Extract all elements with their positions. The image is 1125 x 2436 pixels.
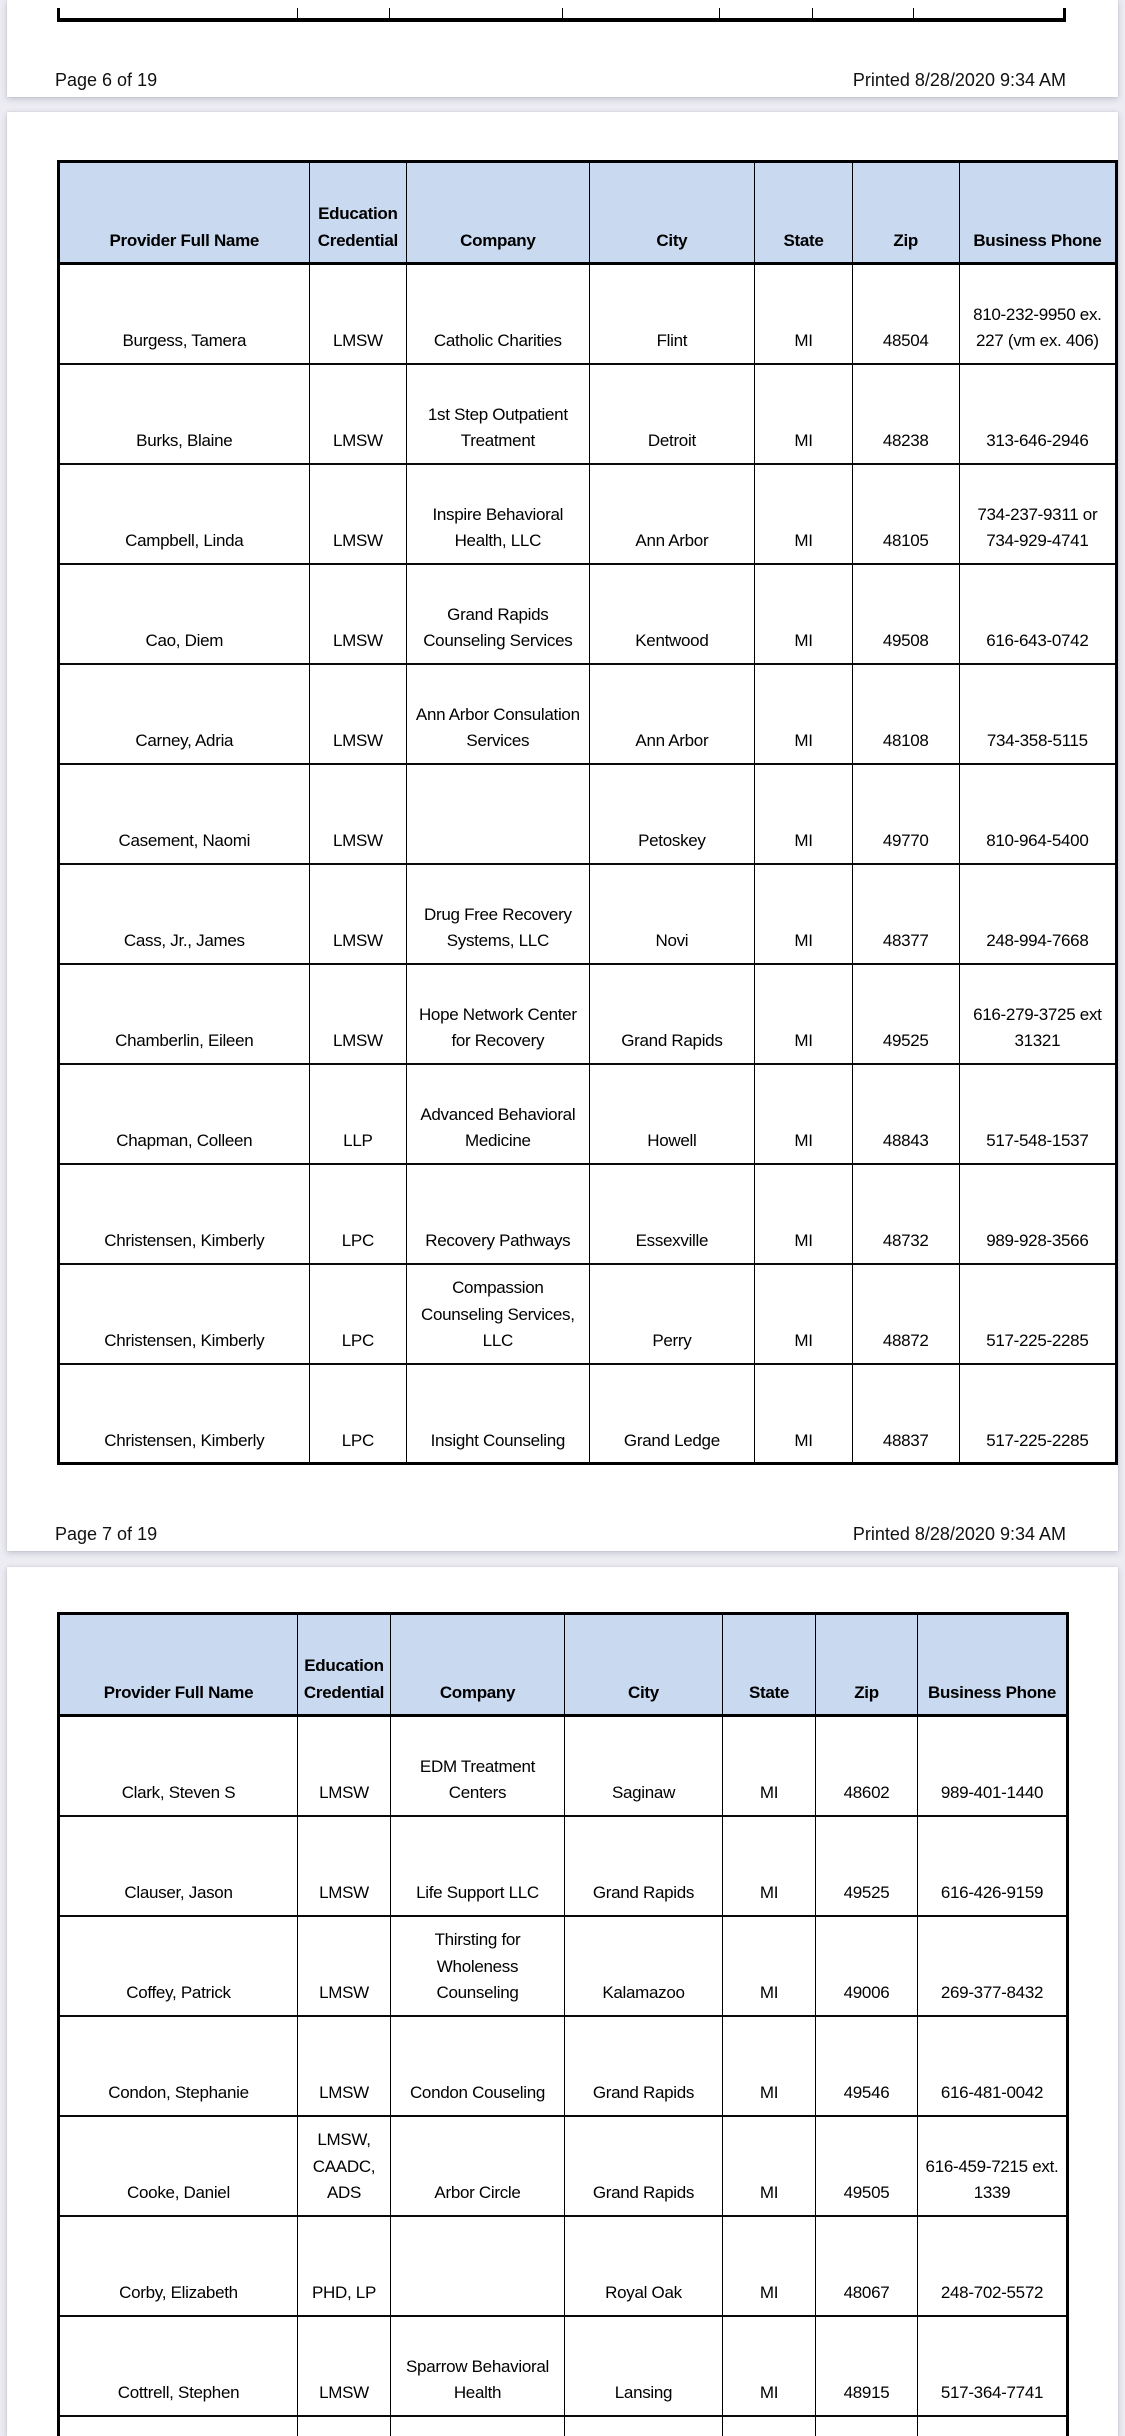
table-cell: Catholic Charities: [407, 264, 589, 364]
table-cell: LPC: [309, 1364, 407, 1464]
table-cell: Grand Rapids: [565, 1816, 723, 1916]
column-header: State: [723, 1614, 816, 1716]
table-cell: 616-279-3725 ext 31321: [959, 964, 1116, 1064]
table-cell: 313-646-2946: [959, 364, 1116, 464]
table-cell: Recovery Pathways: [407, 1164, 589, 1264]
table-row: [59, 2216, 1068, 2316]
table-cell: Christensen, Kimberly: [59, 1264, 310, 1364]
table-cell: Chamberlin, Eileen: [59, 964, 310, 1064]
table-cell: Sparrow Behavioral Health: [391, 2316, 565, 2416]
table-cell: LMSW: [309, 664, 407, 764]
table-cell: [59, 2416, 298, 2436]
table-cell: Chapman, Colleen: [59, 1064, 310, 1164]
table-cell: Condon Couseling: [391, 2016, 565, 2116]
table-cell: MI: [723, 1916, 816, 2016]
table-cell: Ann Arbor Consulation Services: [407, 664, 589, 764]
table-cell: 517-225-2285: [959, 1264, 1116, 1364]
page-number-label: Page 6 of 19: [55, 70, 158, 90]
table-cell: EDM Treatment Centers: [391, 1716, 565, 1816]
table-cell: LMSW: [298, 1816, 391, 1916]
column-header: City: [565, 1614, 723, 1716]
table-cell: Saginaw: [565, 1716, 723, 1816]
column-header: Zip: [852, 162, 959, 264]
table-cell: MI: [723, 2316, 816, 2416]
table-cell: Coffey, Patrick: [59, 1916, 298, 2016]
column-header: Company: [391, 1614, 565, 1716]
table-row: [59, 1716, 1068, 1816]
table-cell: Corby, Elizabeth: [59, 2216, 298, 2316]
table-cell: MI: [755, 1364, 853, 1464]
table-cell: MI: [723, 2016, 816, 2116]
table-row: [59, 964, 1117, 1064]
table-cell: LMSW: [309, 964, 407, 1064]
table-cell: 49505: [816, 2116, 918, 2216]
table-cell: 49525: [816, 1816, 918, 1916]
table-cell: 49508: [852, 564, 959, 664]
table-cell: Flint: [589, 264, 755, 364]
table-cell: [407, 764, 589, 864]
table-cell: Arbor Circle: [391, 2116, 565, 2216]
table-cell: Casement, Naomi: [59, 764, 310, 864]
table-cell: LLP: [309, 1064, 407, 1164]
table-cell: 49546: [816, 2016, 918, 2116]
table-cell: 810-232-9950 ex. 227 (vm ex. 406): [959, 264, 1116, 364]
column-header: Company: [407, 162, 589, 264]
table-cell: MI: [723, 2216, 816, 2316]
table-row: [59, 2116, 1068, 2216]
table-cell: LMSW: [298, 2016, 391, 2116]
table-cell: 517-364-7741: [918, 2316, 1068, 2416]
pdf-page-7: [7, 112, 1118, 1551]
table-cell: [816, 2416, 918, 2436]
table-cell: [298, 2416, 391, 2436]
column-header: Business Phone: [959, 162, 1116, 264]
table-fragment-cell: [720, 8, 812, 18]
table-cell: 48602: [816, 1716, 918, 1816]
table-cell: LMSW: [309, 764, 407, 864]
table-cell: MI: [755, 864, 853, 964]
table-cell: Clauser, Jason: [59, 1816, 298, 1916]
table-fragment-cell: [914, 8, 1063, 18]
table-cell: Grand Rapids Counseling Services: [407, 564, 589, 664]
table-cell: MI: [723, 1816, 816, 1916]
table-cell: Cao, Diem: [59, 564, 310, 664]
table-cell: [391, 2416, 565, 2436]
table-cell: Burgess, Tamera: [59, 264, 310, 364]
table-header-row: [59, 1614, 1068, 1716]
table-cell: 48067: [816, 2216, 918, 2316]
page-number-label: Page 7 of 19: [55, 1524, 158, 1544]
table-cell: [565, 2416, 723, 2436]
table-row: [59, 264, 1117, 364]
table-row: [59, 764, 1117, 864]
column-header: State: [755, 162, 853, 264]
table-cell: Carney, Adria: [59, 664, 310, 764]
table-cell: Advanced Behavioral Medicine: [407, 1064, 589, 1164]
table-cell: Essexville: [589, 1164, 755, 1264]
column-header: Education Credential: [298, 1614, 391, 1716]
table-cell: LPC: [309, 1164, 407, 1264]
table-cell: LMSW: [298, 2316, 391, 2416]
table-row: [59, 1816, 1068, 1916]
table-cell: Burks, Blaine: [59, 364, 310, 464]
table-cell: MI: [755, 464, 853, 564]
table-cell: 810-964-5400: [959, 764, 1116, 864]
table-fragment-cell: [813, 8, 914, 18]
table-cell: Petoskey: [589, 764, 755, 864]
table-cell: MI: [755, 564, 853, 664]
table-row: [59, 2016, 1068, 2116]
table-cell: 734-358-5115: [959, 664, 1116, 764]
table-cell: Inspire Behavioral Health, LLC: [407, 464, 589, 564]
table-cell: Perry: [589, 1264, 755, 1364]
table-cell: Novi: [589, 864, 755, 964]
table-cell: 48504: [852, 264, 959, 364]
table-cell: 248-702-5572: [918, 2216, 1068, 2316]
table-cell: LMSW, CAADC, ADS: [298, 2116, 391, 2216]
table-row: [59, 664, 1117, 764]
column-header: Zip: [816, 1614, 918, 1716]
table-cell: MI: [755, 764, 853, 864]
table-cell: 734-237-9311 or 734-929-4741: [959, 464, 1116, 564]
table-row: [59, 2316, 1068, 2416]
table-row: [59, 1264, 1117, 1364]
table-cell: Drug Free Recovery Systems, LLC: [407, 864, 589, 964]
table-cell: 48915: [816, 2316, 918, 2416]
table-cell: [391, 2216, 565, 2316]
table-row: [59, 864, 1117, 964]
table-cell: Cottrell, Stephen: [59, 2316, 298, 2416]
table-cell: 517-548-1537: [959, 1064, 1116, 1164]
print-timestamp-label: Printed 8/28/2020 9:34 AM: [852, 1524, 1066, 1544]
page6-table-bottom-fragment: [57, 8, 1066, 22]
table-cell: 48837: [852, 1364, 959, 1464]
table-cell: MI: [755, 664, 853, 764]
table-cell: 49770: [852, 764, 959, 864]
table-cell: Kentwood: [589, 564, 755, 664]
table-cell: 517-225-2285: [959, 1364, 1116, 1464]
table-cell: LMSW: [298, 1916, 391, 2016]
table-cell: 616-426-9159: [918, 1816, 1068, 1916]
table-cell: LPC: [309, 1264, 407, 1364]
table-fragment-cell: [390, 8, 563, 18]
table-row: [59, 364, 1117, 464]
table-cell: 616-481-0042: [918, 2016, 1068, 2116]
table-row: [59, 564, 1117, 664]
table-row: [59, 1064, 1117, 1164]
table-cell: 48872: [852, 1264, 959, 1364]
table-cell: LMSW: [298, 1716, 391, 1816]
table-cell: Insight Counseling: [407, 1364, 589, 1464]
providers-table: [57, 1612, 1069, 2436]
table-cell: 48108: [852, 664, 959, 764]
table-cell: 616-459-7215 ext. 1339: [918, 2116, 1068, 2216]
table-row: [59, 2416, 1068, 2436]
table-cell: LMSW: [309, 864, 407, 964]
table-cell: 269-377-8432: [918, 1916, 1068, 2016]
table-row: [59, 1916, 1068, 2016]
table-cell: MI: [723, 1716, 816, 1816]
table-cell: Clark, Steven S: [59, 1716, 298, 1816]
table-cell: Grand Ledge: [589, 1364, 755, 1464]
providers-table: [57, 160, 1118, 1465]
column-header: City: [589, 162, 755, 264]
table-cell: 48377: [852, 864, 959, 964]
table-cell: Royal Oak: [565, 2216, 723, 2316]
table-cell: Thirsting for Wholeness Counseling: [391, 1916, 565, 2016]
table-cell: MI: [723, 2116, 816, 2216]
table-cell: [918, 2416, 1068, 2436]
page-footer: [7, 70, 1118, 97]
table-cell: Life Support LLC: [391, 1816, 565, 1916]
table-fragment-cell: [298, 8, 390, 18]
table-header-row: [59, 162, 1117, 264]
table-cell: 49525: [852, 964, 959, 1064]
page-footer: [7, 1524, 1118, 1551]
table-fragment-cell: [563, 8, 720, 18]
table-cell: Ann Arbor: [589, 664, 755, 764]
table-cell: LMSW: [309, 464, 407, 564]
column-header: Business Phone: [918, 1614, 1068, 1716]
table-cell: 248-994-7668: [959, 864, 1116, 964]
table-cell: 48843: [852, 1064, 959, 1164]
column-header: Provider Full Name: [59, 1614, 298, 1716]
column-header: Education Credential: [309, 162, 407, 264]
table-cell: MI: [755, 1264, 853, 1364]
table-cell: 616-643-0742: [959, 564, 1116, 664]
table-cell: 48238: [852, 364, 959, 464]
table-cell: Lansing: [565, 2316, 723, 2416]
pdf-page-6: [7, 0, 1118, 97]
table-cell: Grand Rapids: [589, 964, 755, 1064]
table-cell: 49006: [816, 1916, 918, 2016]
print-timestamp-label: Printed 8/28/2020 9:34 AM: [852, 70, 1066, 90]
column-header: Provider Full Name: [59, 162, 310, 264]
table-cell: 48105: [852, 464, 959, 564]
table-cell: LMSW: [309, 364, 407, 464]
table-cell: Christensen, Kimberly: [59, 1364, 310, 1464]
table-cell: 989-928-3566: [959, 1164, 1116, 1264]
table-cell: Cass, Jr., James: [59, 864, 310, 964]
table-cell: MI: [755, 964, 853, 1064]
table-cell: PHD, LP: [298, 2216, 391, 2316]
pdf-page-8: [7, 1567, 1118, 2436]
table-cell: Hope Network Center for Recovery: [407, 964, 589, 1064]
table-cell: MI: [755, 1164, 853, 1264]
table-cell: 989-401-1440: [918, 1716, 1068, 1816]
table-cell: Detroit: [589, 364, 755, 464]
table-row: [59, 464, 1117, 564]
table-cell: MI: [755, 1064, 853, 1164]
table-cell: Ann Arbor: [589, 464, 755, 564]
table-cell: Grand Rapids: [565, 2016, 723, 2116]
table-cell: MI: [755, 264, 853, 364]
table-cell: 48732: [852, 1164, 959, 1264]
table-cell: Condon, Stephanie: [59, 2016, 298, 2116]
table-row: [59, 1364, 1117, 1464]
table-cell: Howell: [589, 1064, 755, 1164]
table-cell: Grand Rapids: [565, 2116, 723, 2216]
table-cell: LMSW: [309, 264, 407, 364]
table-row: [59, 1164, 1117, 1264]
table-cell: Campbell, Linda: [59, 464, 310, 564]
table-cell: Kalamazoo: [565, 1916, 723, 2016]
table-cell: 1st Step Outpatient Treatment: [407, 364, 589, 464]
table-cell: MI: [755, 364, 853, 464]
table-cell: LMSW: [309, 564, 407, 664]
table-cell: Compassion Counseling Services, LLC: [407, 1264, 589, 1364]
table-cell: Christensen, Kimberly: [59, 1164, 310, 1264]
table-cell: [723, 2416, 816, 2436]
table-cell: Cooke, Daniel: [59, 2116, 298, 2216]
table-fragment-cell: [60, 8, 298, 18]
